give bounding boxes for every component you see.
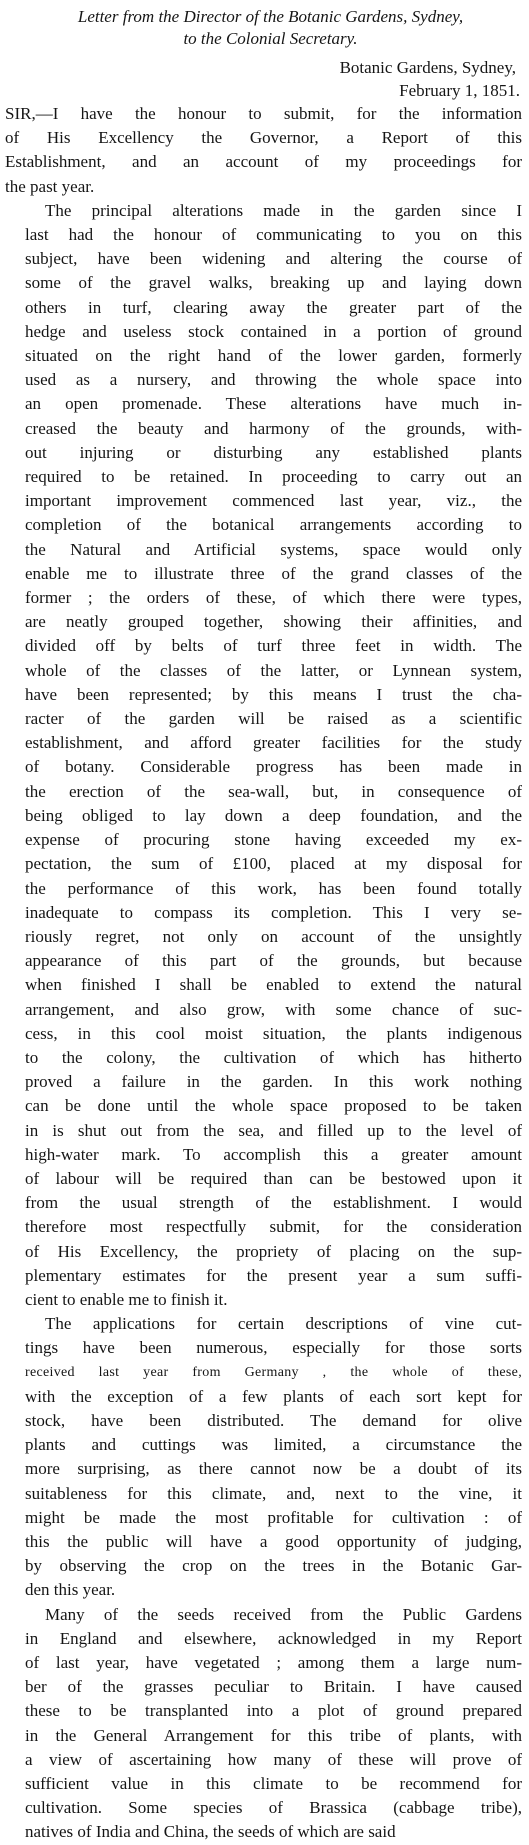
- text-line: out injuring or disturbing any established plants: [25, 442, 522, 462]
- paragraph: [5, 1312, 522, 1602]
- paragraph: [5, 102, 522, 199]
- text-line: plants and cuttings was limited, a circumstance the: [25, 1435, 522, 1455]
- dateline-address: Botanic Gardens, Sydney,: [339, 58, 516, 77]
- text-line: required to be retained. In proceeding to carry out an: [25, 467, 522, 487]
- text-line: of His Excellency, the propriety of placing on the sup-: [25, 1241, 522, 1261]
- text-line: to the colony, the cultivation of which has hitherto: [25, 1047, 522, 1067]
- text-line: might be made the most profitable for cultivation : of: [25, 1507, 522, 1527]
- text-line: when finished I shall be enabled to extend the natural: [25, 975, 522, 995]
- text-line: the past year.: [5, 176, 95, 196]
- text-line: SIR,—I have the honour to submit, for the information: [5, 104, 522, 123]
- text-line: used as a nursery, and throwing the whole space into: [25, 370, 522, 390]
- text-line: establishment, and afford greater facilities for the study: [25, 733, 522, 753]
- text-line: proved a failure in the garden. In this work nothing: [25, 1072, 522, 1092]
- text-line: pectation, the sum of £100, placed at my disposal for: [25, 854, 522, 874]
- text-line: in the General Arrangement for this tribe of plants, with: [25, 1725, 522, 1745]
- dateline-date: February 1, 1851.: [399, 81, 520, 100]
- text-line: The principal alterations made in the garden since I: [45, 200, 522, 220]
- text-line: cess, in this cool moist situation, the plants indigenous: [25, 1023, 522, 1043]
- text-line: stock, have been distributed. The demand for olive: [25, 1410, 522, 1430]
- text-line: plementary estimates for the present year a sum suffi-: [25, 1265, 522, 1285]
- text-line: tings have been numerous, especially for those sorts: [25, 1338, 522, 1358]
- text-line: natives of India and China, the seeds of which are said: [25, 1822, 396, 1842]
- text-line: suitableness for this climate, and, next to the vine, it: [25, 1483, 522, 1503]
- text-line: in is shut out from the sea, and filled up to the level of: [25, 1120, 522, 1140]
- text-line: are neatly grouped together, showing their affinities, and: [25, 612, 522, 632]
- dateline: [5, 56, 522, 102]
- text-line: can be done until the whole space proposed to be taken: [25, 1096, 522, 1116]
- text-line: have been represented; by this means I trust the cha-: [25, 684, 522, 704]
- text-line: others in turf, clearing away the greater part of the: [25, 297, 522, 317]
- text-line: cient to enable me to finish it.: [25, 1289, 228, 1309]
- text-line: a view of ascertaining how many of these will prove of: [25, 1749, 522, 1769]
- text-line: the Natural and Artificial systems, space would only: [25, 539, 522, 559]
- text-line: whole of the classes of the latter, or Lynnean system,: [25, 660, 522, 680]
- text-line: den this year.: [25, 1580, 116, 1600]
- text-line: with the exception of a few plants of each sort kept for: [25, 1386, 522, 1406]
- text-line: important improvement commenced last year, viz., the: [25, 491, 522, 511]
- text-line: completion of the botanical arrangements according to: [25, 515, 522, 535]
- text-line: arrangement, and also grow, with some chance of suc-: [25, 999, 522, 1019]
- text-line: of His Excellency the Governor, a Report of this: [5, 128, 522, 148]
- text-line: divided off by belts of turf three feet in width. The: [25, 636, 522, 656]
- text-line: hedge and useless stock contained in a portion of ground: [25, 321, 522, 341]
- text-line: ber of the grasses peculiar to Britain. I have caused: [25, 1677, 522, 1697]
- text-line: riously regret, not only on account of the unsightly: [25, 926, 522, 946]
- text-line: appearance of this part of the grounds, but because: [25, 951, 522, 971]
- text-line: of last year, have vegetated ; among them a large num-: [25, 1653, 522, 1672]
- text-line: being obliged to lay down a deep foundation, and the: [25, 805, 522, 825]
- paragraph: [5, 199, 522, 1312]
- text-line: The applications for certain descriptions of vine cut-: [45, 1314, 522, 1334]
- text-line: Establishment, and an account of my proceedings for: [5, 152, 522, 172]
- text-line: last had the honour of communicating to you on this: [25, 225, 522, 245]
- text-line: therefore most respectfully submit, for the consideration: [25, 1217, 522, 1237]
- text-line: this the public will have a good opportunity of judging,: [25, 1531, 522, 1551]
- text-line: an open promenade. These alterations have much in-: [25, 394, 522, 414]
- paragraph: [5, 1603, 522, 1845]
- text-line: from the usual strength of the establishment. I would: [25, 1193, 522, 1213]
- text-line: in England and elsewhere, acknowledged in my Report: [25, 1628, 522, 1648]
- text-line: more surprising, as there cannot now be a doubt of its: [25, 1459, 522, 1479]
- text-line: the performance of this work, has been found totally: [25, 878, 522, 898]
- text-line: of botany. Considerable progress has been made in: [25, 757, 522, 777]
- letter-body: [5, 102, 522, 1845]
- text-line: by observing the crop on the trees in the Botanic Gar-: [25, 1556, 522, 1576]
- text-line: inadequate to compass its completion. This I very se-: [25, 902, 522, 922]
- text-line: sufficient value in this climate to be recommend for: [25, 1774, 522, 1794]
- text-line: enable me to illustrate three of the grand classes of the: [25, 563, 522, 583]
- text-line: high-water mark. To accomplish this a greater amount: [25, 1144, 522, 1164]
- title-line-2: to the Colonial Secretary.: [183, 29, 358, 48]
- text-line: subject, have been widening and altering the course of: [25, 249, 522, 269]
- text-line: situated on the right hand of the lower garden, formerly: [25, 346, 522, 366]
- text-line: expense of procuring stone having exceeded my ex-: [25, 830, 522, 850]
- text-line: Many of the seeds received from the Public Gardens: [45, 1604, 522, 1624]
- text-line: former ; the orders of these, of which there were types,: [25, 588, 522, 608]
- text-line: received last year from Germany , the whole of these,: [25, 1364, 522, 1380]
- letter-title: [5, 6, 522, 50]
- text-line: cultivation. Some species of Brassica (cabbage tribe),: [25, 1798, 522, 1818]
- text-line: creased the beauty and harmony of the grounds, with-: [25, 418, 522, 438]
- text-line: these to be transplanted into a plot of ground prepared: [25, 1701, 522, 1721]
- title-line-1: Letter from the Director of the Botanic Gardens, Sydney,: [77, 7, 464, 26]
- text-line: of labour will be required than can be bestowed upon it: [25, 1168, 522, 1188]
- text-line: some of the gravel walks, breaking up and laying down: [25, 273, 522, 293]
- text-line: racter of the garden will be raised as a scientific: [25, 709, 522, 729]
- text-line: the erection of the sea-wall, but, in consequence of: [25, 781, 522, 801]
